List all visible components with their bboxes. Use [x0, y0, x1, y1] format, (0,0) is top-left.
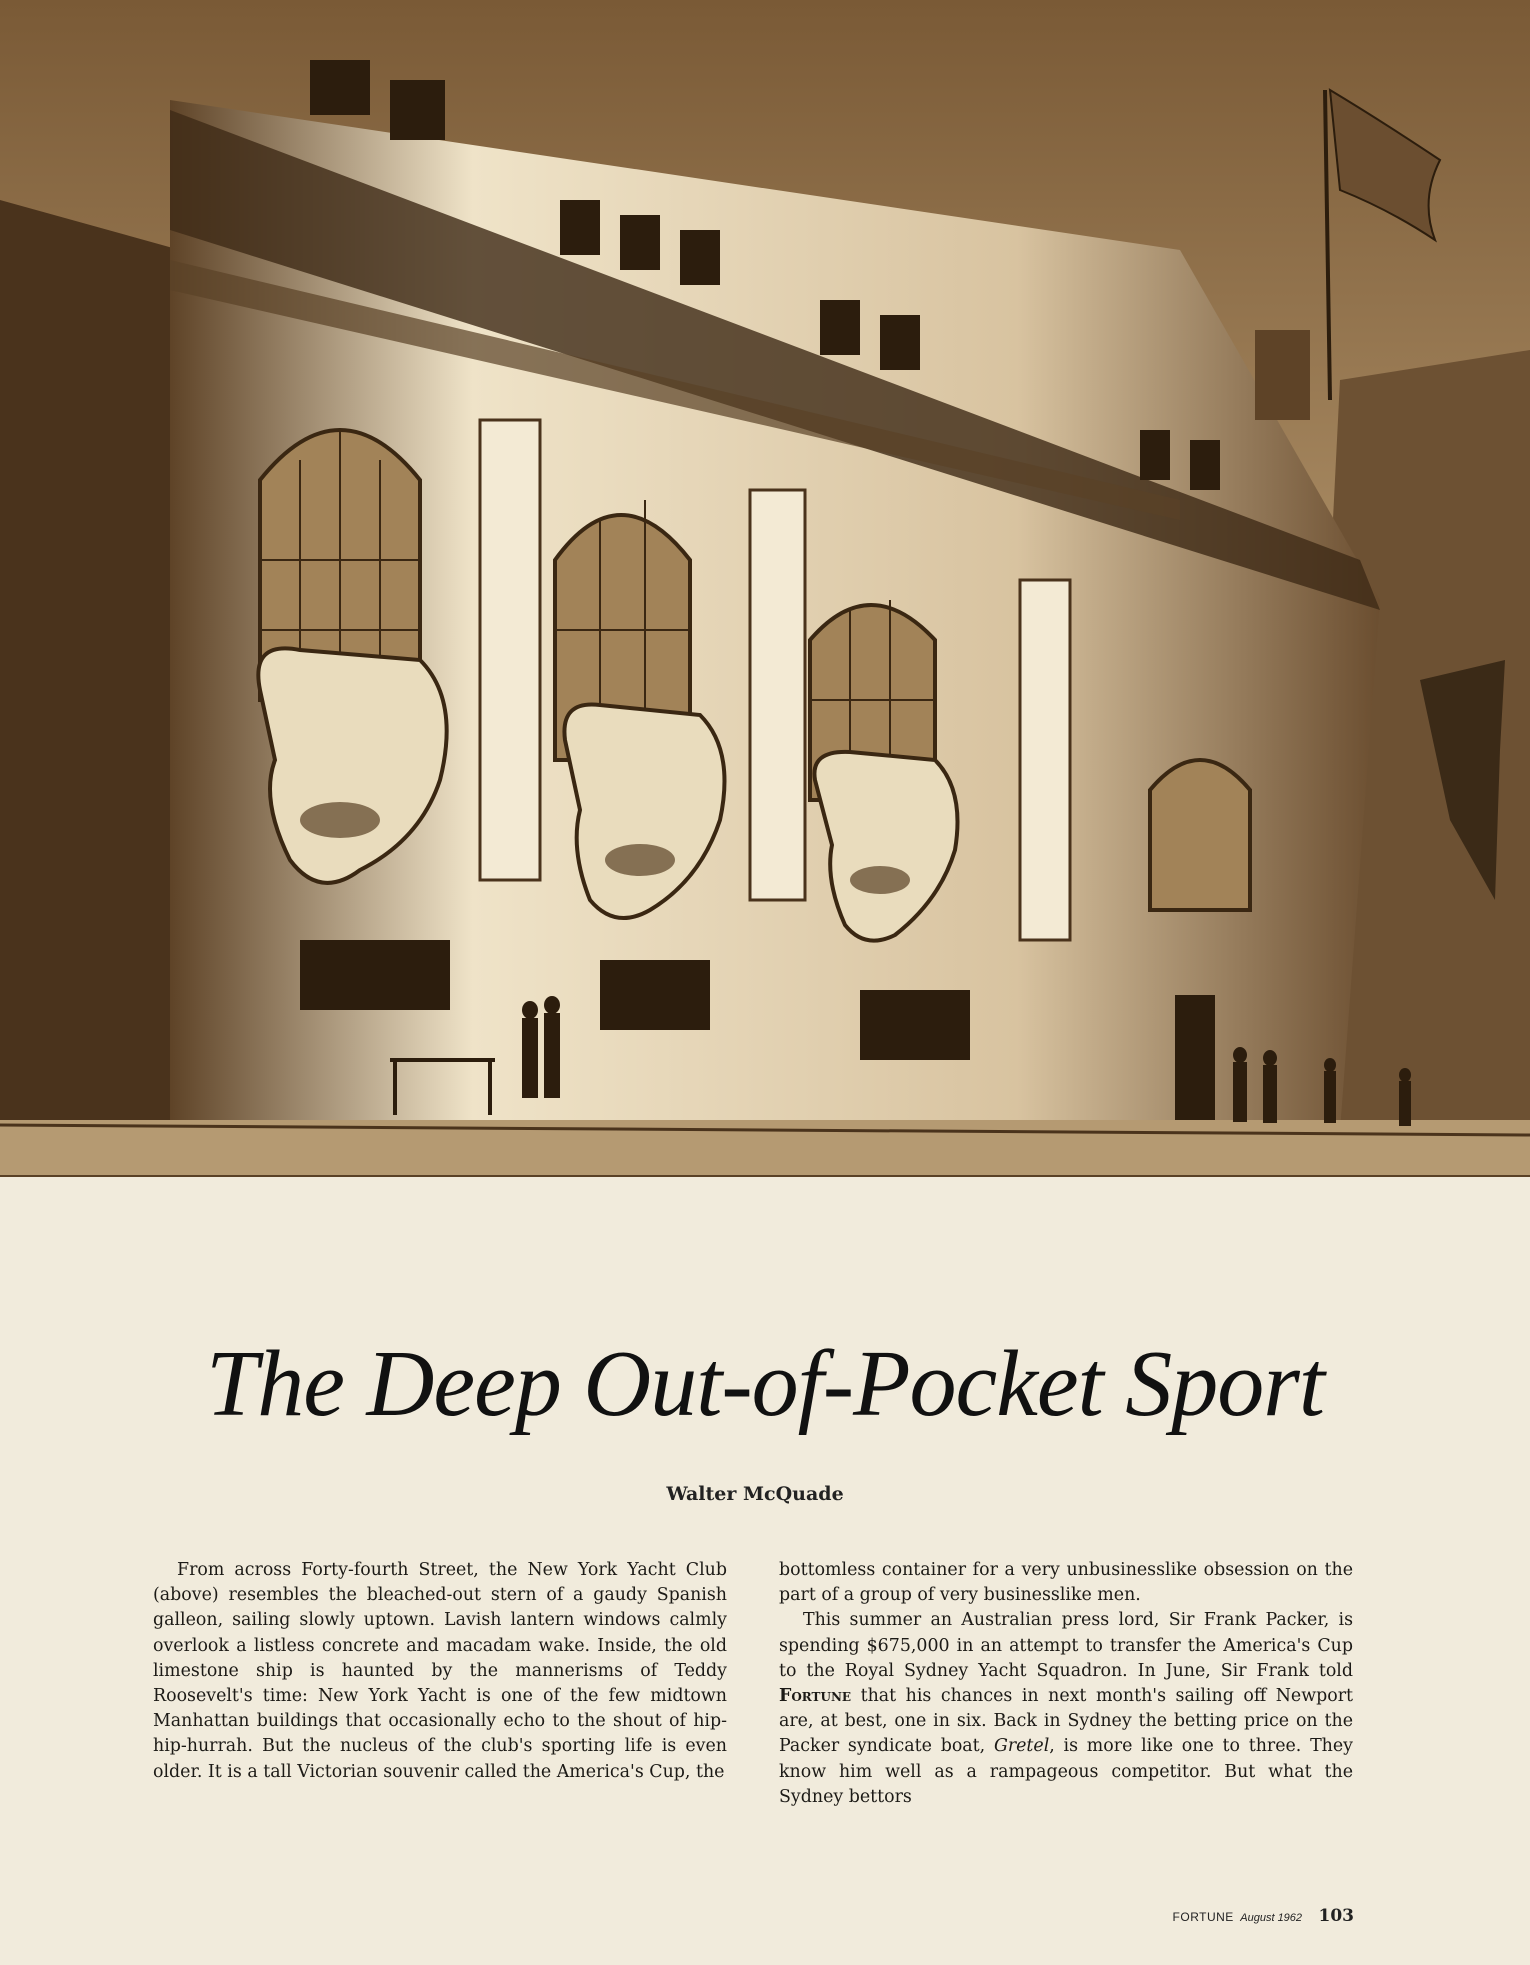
boat-name: Gretel — [993, 1736, 1050, 1757]
magazine-name: Fortune — [779, 1686, 852, 1707]
article-column-left — [153, 1558, 727, 1785]
article-column-right — [779, 1558, 1353, 1810]
paragraph: This summer an Australian press lord, Sir Frank Packer, is spending $675,000 in an attempt to transfer the America's Cup to the Royal Sydney Yacht Squadron. In June, Sir Frank told Fortune that his chances in next month's sailing off Newport are, at best, one in six. Back in Sydney the betting price on the Packer syndicate boat, Gretel, is more like one to three. They know him well as a rampageous competitor. But what the Sydney bettors — [779, 1610, 1353, 1807]
paragraph: From across Forty-fourth Street, the New York Yacht Club (above) resembles the bleached-out stern of a gaudy Spanish galleon, sailing slowly uptown. Lavish lantern windows calmly overlook a listless concrete and macadam wake. Inside, the old limestone ship is haunted by the mannerisms of Teddy Roosevelt's time: New York Yacht is one of the few midtown Manhattan buildings that occasionally echo to the shout of hip-hip-hurrah. But the nucleus of the club's sporting life is even older. It is a tall Victorian souvenir called the America's Cup, the — [153, 1560, 727, 1782]
magazine-label: FORTUNE — [1172, 1910, 1234, 1924]
author-byline: Walter McQuade — [666, 1483, 844, 1505]
issue-date: August 1962 — [1240, 1912, 1303, 1924]
page-number: 103 — [1318, 1906, 1354, 1926]
page-footer — [1100, 1906, 1354, 1926]
article-title: The Deep Out-of-Pocket Sport — [206, 1332, 1324, 1436]
paragraph: bottomless container for a very unbusinesslike obsession on the part of a group of very businesslike men. — [779, 1560, 1353, 1606]
